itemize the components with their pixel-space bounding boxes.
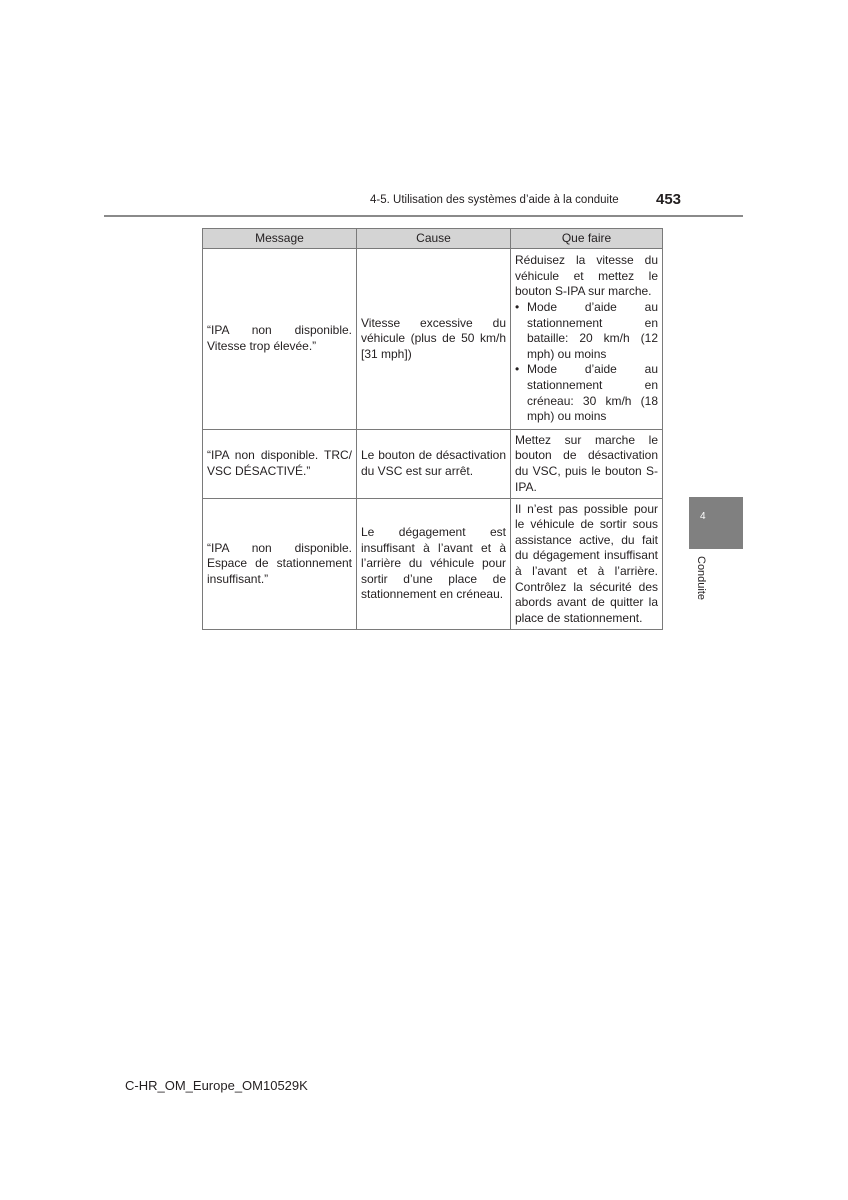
- action-bullet-text: Mode d’aide au stationnement en créneau: 30 km/h (18 mph) ou moins: [527, 362, 658, 424]
- message-cell: “IPA non disponible. Vitesse trop élevée.”: [203, 249, 357, 430]
- action-cell: Il n’est pas possible pour le véhicule de sortir sous assistance active, du fait du dégagement insuffisant à l’avant et à l’arrière. Contrôlez la sécurité des abords avant de quitter la place de stationnement.: [511, 499, 663, 630]
- chapter-tab: [689, 497, 743, 549]
- cause-cell: Le bouton de désactivation du VSC est sur arrêt.: [357, 430, 511, 499]
- bullet-icon: •: [515, 362, 520, 377]
- message-cell: “IPA non disponible. TRC/ VSC DÉSACTIVÉ.”: [203, 430, 357, 499]
- message-table: [202, 228, 663, 630]
- action-bullet-item: [515, 300, 658, 362]
- chapter-number: 4: [700, 511, 706, 522]
- column-header-cause: Cause: [357, 229, 511, 249]
- cause-cell: Le dégagement est insuffisant à l’avant et à l’arrière du véhicule pour sortir d’une place de stationnement en créneau.: [357, 499, 511, 630]
- table-row: [203, 249, 663, 430]
- column-header-message: Message: [203, 229, 357, 249]
- header-divider: [104, 215, 743, 217]
- table-row: [203, 430, 663, 499]
- action-cell: Mettez sur marche le bouton de désactivation du VSC, puis le bouton S-IPA.: [511, 430, 663, 499]
- table-header-row: [203, 229, 663, 249]
- action-bullet-item: [515, 362, 658, 424]
- action-intro: Réduisez la vitesse du véhicule et mettez le bouton S-IPA sur marche.: [515, 253, 658, 299]
- column-header-action: Que faire: [511, 229, 663, 249]
- cause-cell: Vitesse excessive du véhicule (plus de 50 km/h [31 mph]): [357, 249, 511, 430]
- section-title: 4-5. Utilisation des systèmes d’aide à la conduite: [370, 194, 619, 206]
- bullet-icon: •: [515, 300, 520, 315]
- page-number: 453: [656, 191, 682, 208]
- action-bullet-text: Mode d’aide au stationnement en bataille: 20 km/h (12 mph) ou moins: [527, 300, 658, 361]
- action-cell: [511, 249, 663, 430]
- message-cell: “IPA non disponible. Espace de stationnement insuffisant.”: [203, 499, 357, 630]
- document-code: C-HR_OM_Europe_OM10529K: [125, 1078, 308, 1093]
- chapter-label: Conduite: [695, 556, 707, 601]
- table-row: [203, 499, 663, 630]
